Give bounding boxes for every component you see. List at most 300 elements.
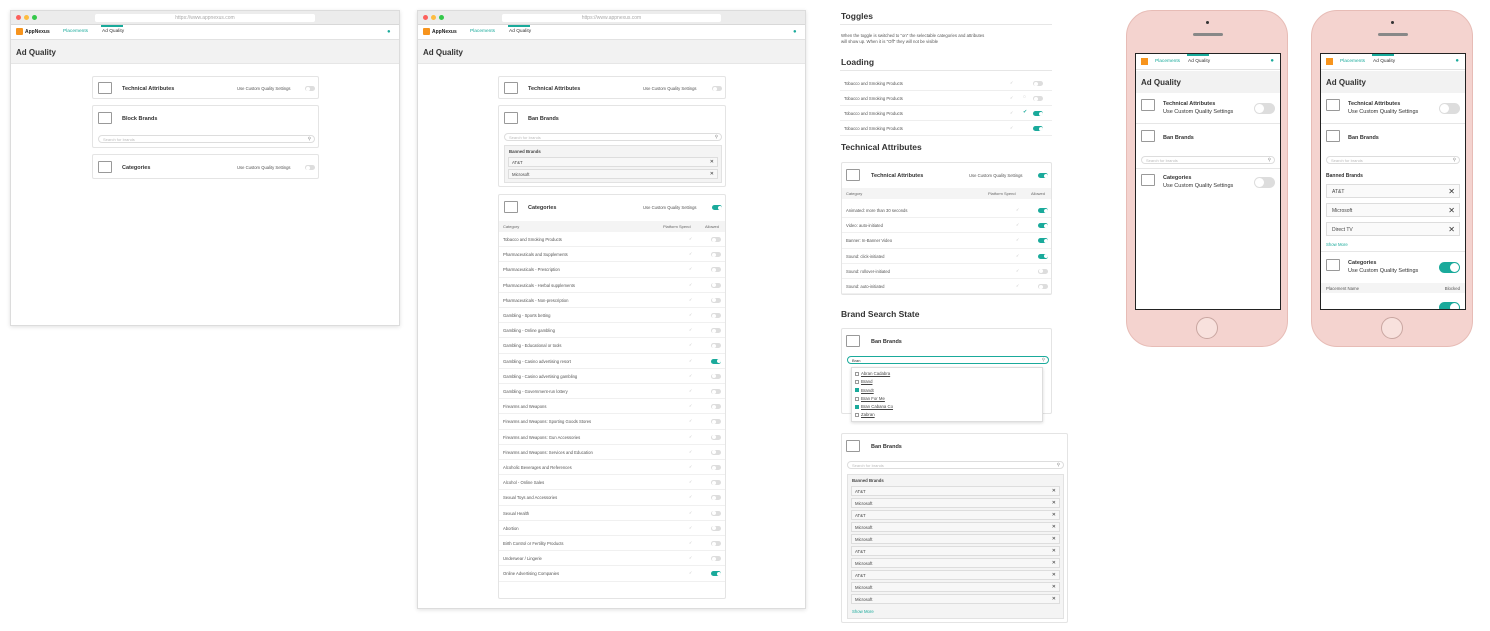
allowed-toggle[interactable] (711, 343, 721, 348)
categories-icon (1326, 259, 1340, 271)
loading-spinner-icon: ◌ (1023, 94, 1026, 100)
platform-spend-icon: ✓ (689, 388, 693, 393)
platform-spend-icon: ✓ (689, 327, 693, 333)
allowed-toggle[interactable] (711, 359, 721, 364)
card-title: Ban Brands (1163, 135, 1194, 141)
active-tab-indicator (101, 25, 123, 27)
platform-spend-icon: ✓ (689, 236, 693, 241)
app-header (11, 25, 399, 40)
card-title: Technical Attributes (871, 173, 924, 179)
browser-window-1 (10, 10, 400, 326)
category-label: Pharmaceuticals - Prescription (503, 267, 560, 273)
loading-row (840, 121, 1052, 136)
attribute-label: Banner: In-Banner Video (846, 238, 893, 244)
technical-attributes-icon (1326, 99, 1340, 111)
card-title: Technical Attributes (122, 86, 175, 92)
checkbox[interactable] (855, 372, 859, 376)
custom-quality-toggle[interactable] (712, 86, 722, 91)
remove-icon[interactable]: ✕ (709, 171, 714, 177)
allowed-toggle[interactable] (711, 419, 721, 424)
category-label: Tobacco and Smoking Products (844, 126, 903, 131)
allowed-toggle[interactable] (711, 404, 721, 409)
use-custom-label: Use Custom Quality Settings (1348, 268, 1419, 274)
banned-brands-label: Banned Brands (1326, 173, 1363, 179)
banned-brand-item (1326, 222, 1460, 236)
search-icon: ⚲ (714, 134, 718, 139)
minimize-dot[interactable] (24, 15, 29, 20)
table-row (499, 430, 725, 445)
remove-icon[interactable]: ✕ (1051, 548, 1056, 554)
close-dot[interactable] (16, 15, 21, 20)
category-label: Birth Control or Fertility Products (503, 541, 564, 546)
nav-ad-quality[interactable]: Ad Quality (509, 29, 532, 34)
user-icon[interactable]: ● (1455, 58, 1459, 64)
front-camera (1391, 21, 1394, 24)
nav-placements[interactable]: Placements (63, 29, 89, 34)
nav-placements[interactable]: Placements (1155, 59, 1181, 64)
brand-search-input[interactable] (98, 135, 315, 143)
banned-brand-item (851, 486, 1060, 496)
platform-spend-icon: ✓ (689, 312, 693, 317)
tech-table-header (842, 188, 1051, 199)
divider (1321, 123, 1466, 124)
brand-search-input[interactable] (847, 461, 1064, 469)
brand-search-input[interactable] (1141, 156, 1275, 164)
suggestion-item[interactable] (855, 378, 1039, 386)
banned-brand-item (851, 534, 1060, 544)
category-label: Alcohol - Online Sales (503, 480, 545, 486)
divider (840, 70, 1052, 71)
table-row (499, 506, 725, 521)
card-title: Categories (1163, 175, 1192, 181)
platform-spend-icon: ✓ (689, 524, 693, 530)
allowed-toggle[interactable] (711, 571, 721, 576)
nav-ad-quality[interactable]: Ad Quality (1373, 59, 1396, 64)
allowed-toggle[interactable] (1038, 284, 1048, 289)
suggestion-item[interactable] (855, 395, 1039, 403)
allowed-toggle[interactable] (711, 480, 721, 485)
categories-card (498, 194, 726, 599)
remove-icon[interactable]: ✕ (1448, 187, 1455, 196)
platform-spend-icon: ✓ (689, 555, 693, 561)
allowed-toggle[interactable] (711, 511, 721, 516)
platform-spend-icon: ✓ (1016, 252, 1020, 258)
divider (1136, 168, 1281, 169)
card-title: Ban Brands (871, 444, 902, 450)
banned-brand-item (508, 157, 718, 167)
platform-spend-icon: ✓ (689, 418, 693, 424)
platform-spend-icon: ✓ (1016, 222, 1020, 228)
custom-quality-toggle[interactable] (1038, 173, 1048, 178)
remove-icon[interactable]: ✕ (1051, 512, 1056, 518)
allowed-toggle[interactable] (711, 374, 721, 379)
use-custom-label: Use Custom Quality Settings (237, 165, 291, 170)
table-row (499, 399, 725, 414)
search-icon: ⚲ (1041, 357, 1045, 362)
browser-window-2 (417, 10, 806, 609)
allowed-toggle[interactable] (711, 495, 721, 500)
brand-search-heading: Brand Search State (841, 309, 920, 319)
allowed-toggle[interactable] (1033, 96, 1043, 101)
category-label: Tobacco and Smoking Products (844, 111, 903, 116)
category-label: Tobacco and Smoking Products (844, 96, 903, 101)
platform-spend-icon: ✓ (1010, 125, 1014, 130)
category-label: Pharmaceuticals and Supplements (503, 252, 568, 258)
brand-search-input[interactable] (504, 133, 722, 141)
remove-icon[interactable]: ✕ (1051, 488, 1056, 494)
minimize-dot[interactable] (431, 15, 436, 20)
use-custom-label: Use Custom Quality Settings (643, 86, 697, 91)
table-row (499, 460, 725, 475)
search-value: Bran (852, 358, 861, 363)
allowed-toggle[interactable] (711, 541, 721, 546)
banned-brand-item (851, 522, 1060, 532)
brand-name: Microsoft (855, 537, 873, 542)
col-placement-name: Placement Name (1326, 286, 1359, 291)
brand-name: Direct TV (1332, 227, 1353, 233)
platform-spend-icon: ✓ (689, 266, 693, 272)
nav-placements[interactable]: Placements (470, 29, 496, 34)
allowed-toggle[interactable] (1033, 81, 1043, 86)
table-row (499, 369, 725, 384)
allowed-toggle[interactable] (711, 328, 721, 333)
checkbox[interactable] (855, 380, 859, 384)
allowed-toggle[interactable] (711, 237, 721, 242)
banned-brands-box (504, 145, 722, 183)
home-button[interactable] (1196, 317, 1218, 339)
card-title: Technical Attributes (1348, 101, 1401, 107)
placement-blocked-toggle[interactable] (1439, 302, 1460, 310)
allowed-toggle[interactable] (711, 283, 721, 288)
toggles-description-1: When the toggle is switched to "on" the selectable categories and attributes (841, 33, 985, 38)
category-label: Firearms and Weapons: Gun Accessories (503, 434, 581, 440)
banned-brands-label: Banned Brands (509, 149, 541, 154)
browser-chrome (11, 11, 399, 25)
category-label: Gambling - Government-run lottery (503, 389, 568, 394)
table-row (499, 338, 725, 353)
table-row (842, 233, 1051, 248)
close-dot[interactable] (423, 15, 428, 20)
brand-name: AT&T (855, 513, 866, 518)
phone-screen-1 (1135, 53, 1281, 310)
table-row (499, 323, 725, 338)
user-icon[interactable]: ● (387, 29, 391, 35)
home-button[interactable] (1381, 317, 1403, 339)
logo-icon[interactable] (1141, 58, 1148, 65)
suggestion-item[interactable] (855, 387, 1039, 395)
brand-search-input-active[interactable] (847, 356, 1049, 364)
search-placeholder: Search for brands (1146, 158, 1178, 163)
platform-spend-icon: ✓ (689, 509, 693, 515)
remove-icon[interactable]: ✕ (1051, 584, 1056, 590)
loading-row (840, 76, 1052, 91)
app-header (418, 25, 805, 40)
megaphone-icon (504, 112, 518, 124)
category-label: Pharmaceuticals - Non-prescription (503, 297, 569, 303)
search-placeholder: Search for brands (1331, 158, 1363, 163)
attribute-label: Animated: more than 30 seconds (846, 208, 908, 213)
allowed-toggle[interactable] (711, 465, 721, 470)
category-label: Alcoholic Beverages and References (503, 465, 572, 470)
logo-icon (16, 28, 23, 35)
categories-icon (504, 201, 518, 213)
remove-icon[interactable]: ✕ (709, 159, 714, 165)
table-row (499, 247, 725, 262)
megaphone-icon (98, 112, 112, 124)
remove-icon[interactable]: ✕ (1051, 536, 1056, 542)
platform-spend-icon: ✓ (689, 448, 693, 454)
technical-attributes-card (498, 76, 726, 99)
category-label: Firearms and Weapons: Services and Education (503, 449, 593, 455)
show-more-link[interactable]: Show More (852, 609, 874, 614)
allowed-toggle[interactable] (711, 389, 721, 394)
custom-quality-toggle[interactable] (1254, 177, 1275, 188)
allowed-toggle[interactable] (711, 252, 721, 257)
nav-ad-quality[interactable]: Ad Quality (1188, 59, 1211, 64)
remove-icon[interactable]: ✕ (1448, 225, 1455, 234)
platform-spend-icon: ✓ (1010, 110, 1014, 115)
categories-icon (98, 161, 112, 173)
search-placeholder: Search for brands (103, 137, 135, 142)
remove-icon[interactable]: ✕ (1051, 572, 1056, 578)
megaphone-icon (846, 440, 860, 452)
table-row (499, 384, 725, 399)
block-brands-card (92, 105, 319, 148)
technical-attributes-card (92, 76, 319, 99)
banned-brand-item (851, 498, 1060, 508)
address-bar[interactable]: https://www.appnexus.com (502, 14, 721, 22)
allowed-toggle[interactable] (711, 435, 721, 440)
custom-quality-toggle[interactable] (1439, 262, 1460, 273)
remove-icon[interactable]: ✕ (1448, 206, 1455, 215)
suggestion-item[interactable] (855, 403, 1039, 411)
show-more-link[interactable]: Show More (1326, 242, 1348, 247)
brand-name: AT&T (1332, 189, 1345, 195)
search-placeholder: Search for brands (509, 135, 541, 140)
brand-name: AT&T (855, 573, 866, 578)
active-tab-indicator (508, 25, 530, 27)
col-allowed: Allowed (705, 224, 720, 229)
allowed-toggle[interactable] (1038, 238, 1048, 243)
technical-attributes-card (841, 162, 1052, 295)
use-custom-label: Use Custom Quality Settings (1348, 109, 1419, 115)
platform-spend-icon: ✓ (1010, 80, 1014, 85)
brand-name: Microsoft (855, 585, 873, 590)
card-title: Technical Attributes (1163, 101, 1216, 107)
checkbox[interactable] (855, 397, 859, 401)
category-label: Gambling - Sports betting (503, 313, 551, 318)
col-category: Category (503, 224, 520, 229)
remove-icon[interactable]: ✕ (1051, 524, 1056, 530)
banned-brands-box (847, 474, 1064, 619)
divider (840, 24, 1052, 25)
col-category: Category (846, 191, 863, 196)
platform-spend-icon: ✓ (689, 296, 693, 302)
allowed-toggle[interactable] (1038, 223, 1048, 228)
col-allowed: Allowed (1031, 191, 1046, 196)
allowed-toggle[interactable] (711, 313, 721, 318)
brand-search-input[interactable] (1326, 156, 1460, 164)
platform-spend-icon: ✓ (1016, 207, 1020, 212)
platform-spend-icon: ✓ (689, 570, 693, 576)
platform-spend-icon: ✓ (689, 479, 693, 485)
phone-header (1136, 54, 1280, 70)
platform-spend-icon: ✓ (689, 372, 693, 378)
allowed-toggle[interactable] (1038, 208, 1048, 213)
checkbox[interactable] (855, 413, 859, 417)
phone-screen-2 (1320, 53, 1466, 310)
allowed-toggle[interactable] (711, 450, 721, 455)
use-custom-label: Use Custom Quality Settings (237, 86, 291, 91)
category-label: Underwear / Lingerie (503, 556, 542, 562)
category-label: Abortion (503, 525, 519, 531)
platform-spend-icon: ✓ (689, 281, 693, 287)
allowed-toggle[interactable] (1033, 111, 1043, 116)
page-title: Ad Quality (11, 40, 399, 64)
category-label: Tobacco and Smoking Products (503, 237, 562, 242)
allowed-toggle[interactable] (1033, 126, 1043, 131)
ban-brands-search-card (841, 328, 1052, 418)
suggestion-label: Abran Cadabra (861, 371, 891, 376)
zoom-dot[interactable] (32, 15, 37, 20)
brand-name: Microsoft (855, 561, 873, 566)
card-title: Categories (1348, 260, 1377, 266)
nav-placements[interactable]: Placements (1340, 59, 1366, 64)
megaphone-icon (846, 335, 860, 347)
categories-icon (1141, 174, 1155, 186)
speaker (1193, 33, 1223, 36)
allowed-toggle[interactable] (711, 298, 721, 303)
suggestion-label: Bran Cabana Co (861, 404, 894, 410)
ban-brands-card (498, 105, 726, 187)
suggestion-label: Zabran (861, 412, 875, 418)
col-platform-spend: Platform Spend (663, 224, 691, 229)
platform-spend-icon: ✓ (689, 357, 693, 363)
banned-brands-label: Banned Brands (852, 478, 884, 483)
appnexus-logo[interactable] (16, 28, 50, 35)
zoom-dot[interactable] (439, 15, 444, 20)
attribute-label: Sound: auto-initiated (846, 284, 885, 289)
appnexus-logo[interactable] (423, 28, 457, 35)
table-row (842, 218, 1051, 233)
table-row (499, 262, 725, 277)
phone-mockup-1 (1126, 10, 1288, 347)
search-icon: ⚲ (1056, 462, 1060, 467)
allowed-toggle[interactable] (711, 526, 721, 531)
table-row (842, 279, 1051, 294)
page-title: Ad Quality (1321, 71, 1465, 93)
category-label: Sexual Toys and Accessories (503, 495, 558, 501)
platform-spend-icon: ✓ (689, 540, 693, 545)
suggestion-label: Brand (861, 379, 873, 385)
table-row (499, 490, 725, 505)
custom-quality-toggle[interactable] (305, 86, 315, 91)
banned-brand-item (851, 570, 1060, 580)
table-row (842, 249, 1051, 264)
allowed-toggle[interactable] (1038, 254, 1048, 259)
platform-spend-icon: ✓ (689, 342, 693, 348)
platform-spend-icon: ✓ (689, 403, 693, 409)
checkbox[interactable] (855, 388, 859, 392)
custom-quality-toggle[interactable] (1439, 103, 1460, 114)
logo-text: AppNexus (25, 28, 50, 35)
card-title: Ban Brands (1348, 135, 1379, 141)
banned-brand-item (851, 546, 1060, 556)
custom-quality-toggle[interactable] (1254, 103, 1275, 114)
use-custom-label: Use Custom Quality Settings (1163, 109, 1234, 115)
platform-spend-icon: ✓ (1010, 95, 1014, 100)
platform-spend-icon: ✓ (689, 464, 693, 469)
banned-brand-item (508, 169, 718, 179)
brand-name: Microsoft (1332, 208, 1353, 214)
table-row (499, 521, 725, 536)
table-row (499, 414, 725, 429)
banned-brand-item (1326, 184, 1460, 198)
logo-icon (423, 28, 430, 35)
loading-row (840, 106, 1052, 121)
table-row (499, 551, 725, 566)
nav-ad-quality[interactable]: Ad Quality (102, 29, 125, 34)
toggles-heading: Toggles (841, 11, 873, 21)
allowed-toggle[interactable] (1038, 269, 1048, 274)
search-icon: ⚲ (1452, 157, 1456, 162)
spec-section (840, 0, 1070, 631)
custom-quality-toggle[interactable] (712, 205, 722, 210)
remove-icon[interactable]: ✕ (1051, 560, 1056, 566)
checkbox[interactable] (855, 405, 859, 409)
phone-mockup-2 (1311, 10, 1473, 347)
platform-spend-icon: ✓ (689, 494, 693, 500)
suggestion-item[interactable] (855, 370, 1039, 378)
table-row (499, 278, 725, 293)
use-custom-label: Use Custom Quality Settings (969, 173, 1023, 178)
front-camera (1206, 21, 1209, 24)
category-label: Tobacco and Smoking Products (844, 81, 903, 86)
technical-attributes-icon (1141, 99, 1155, 111)
logo-icon[interactable] (1326, 58, 1333, 65)
banned-brand-item (851, 582, 1060, 592)
table-row (499, 232, 725, 247)
remove-icon[interactable]: ✕ (1051, 500, 1056, 506)
platform-spend-icon: ✓ (689, 251, 693, 257)
suggestion-item[interactable] (855, 411, 1039, 419)
attribute-label: Video: auto-initiated (846, 223, 883, 229)
loading-row (840, 91, 1052, 106)
table-row (842, 203, 1051, 218)
placements-table-header (1321, 283, 1465, 293)
remove-icon[interactable]: ✕ (1051, 596, 1056, 602)
allowed-toggle[interactable] (711, 556, 721, 561)
platform-spend-icon: ✓ (689, 433, 693, 439)
allowed-toggle[interactable] (711, 267, 721, 272)
platform-spend-icon: ✓ (1016, 267, 1020, 273)
attribute-label: Sound: click-initiated (846, 253, 885, 259)
megaphone-icon (1326, 130, 1340, 142)
suggestion-label: Bran For Me (861, 395, 885, 401)
table-row (842, 264, 1051, 279)
address-bar[interactable]: https://www.appnexus.com (95, 14, 315, 22)
speaker (1378, 33, 1408, 36)
suggestion-label: Brandt (861, 387, 874, 393)
col-blocked: Blocked (1444, 286, 1460, 291)
user-icon[interactable]: ● (793, 29, 797, 35)
banned-brand-item (1326, 203, 1460, 217)
technical-attributes-icon (98, 82, 112, 94)
user-icon[interactable]: ● (1270, 58, 1274, 64)
categories-table-header (499, 221, 725, 232)
divider (1136, 123, 1281, 124)
custom-quality-toggle[interactable] (305, 165, 315, 170)
